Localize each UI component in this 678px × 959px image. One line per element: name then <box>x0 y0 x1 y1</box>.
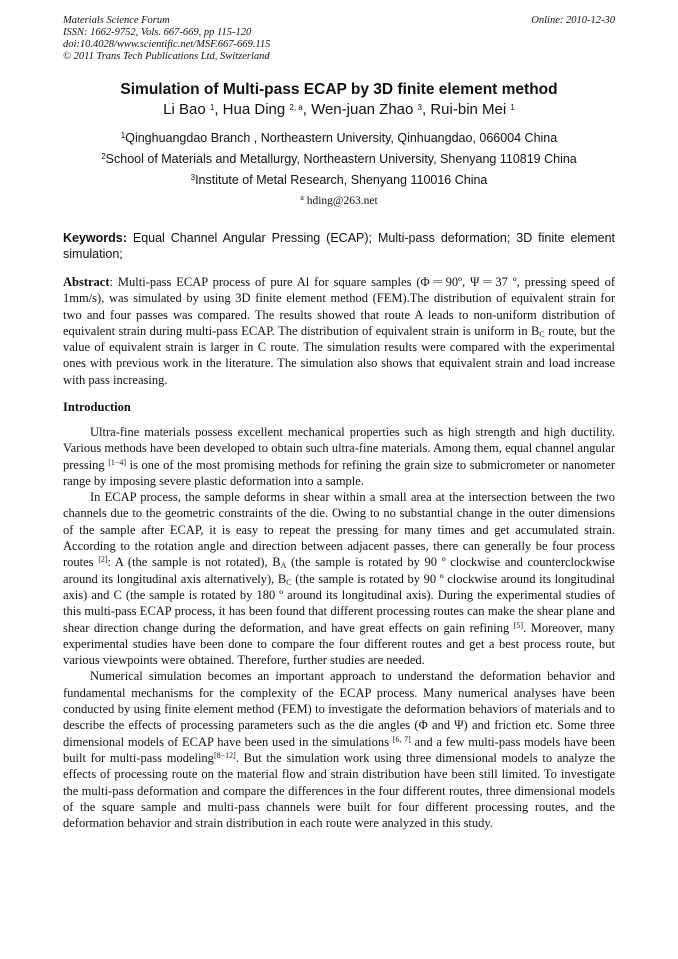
p2-text-c: (the sample is rotated by 90 º clockwise and counterclockwise around its longitudinal axis alternatively), B <box>63 555 615 586</box>
affiliation-2 <box>63 152 615 166</box>
citation: [1−4] <box>108 457 127 467</box>
p2-text: In ECAP process, the sample deforms in shear within a small area at the intersection between the two channels due to the geometric constraints of the die. Owing to no substantial change in the outer dimensions of the sample after ECAP, it is easy to repeat the pressing for many times and get accumulated strain. According to the rotation angle and direction between adjacent passes, there can generally be four process routes <box>63 490 615 570</box>
affiliation-text: Qinghuangdao Branch , Northeastern University, Qinhuangdao, 066004 China <box>125 131 558 145</box>
affiliation-1 <box>63 131 615 145</box>
abstract-text: : Multi-pass ECAP process of pure Al for square samples (Φ＝90º, Ψ＝37 º, pressing speed of 1mm/s), was simulated by using 3D finite element method (FEM).The distribution of equivalent strain for two and four passes was compared. The results showed that route A leads to non-uniform distribution of equivalent strain during multi-pass ECAP. The distribution of equivalent strain is uniform in B <box>63 275 615 338</box>
corresponding-email <box>63 195 615 207</box>
citation: [5] <box>513 620 524 630</box>
issn-line: ISSN: 1662-9752, Vols. 667-669, pp 115-120 <box>63 27 252 38</box>
affiliation-text: School of Materials and Metallurgy, Northeastern University, Shenyang 110819 China <box>105 152 577 166</box>
copyright-line: © 2011 Trans Tech Publications Ltd, Switzerland <box>63 51 270 62</box>
p3-text: Numerical simulation becomes an important approach to understand the deformation behavior and fundamental mechanisms for the complexity of the ECAP process. Many numerical analyses have been conducted by using finite element method (FEM) to investigate the deformation behaviors of materials and to describe the effects of processing parameters such as the die angles (Φ and Ψ) and friction etc. Some three dimensional models of ECAP have been used in the simulations <box>63 669 615 749</box>
journal-name: Materials Science Forum <box>63 15 170 26</box>
p3-text-b: and a few multi-pass models have been built for multi-pass modeling <box>63 734 616 765</box>
author-name: Li Bao <box>163 101 206 118</box>
author-name: Hua Ding <box>222 101 286 118</box>
author-sup: 1 <box>209 103 215 112</box>
p2-text-d: (the sample is rotated by 90 º clockwise around its longitudinal axis) and C (the sample is rotated by 180 º around its longitudinal axis). During the experimental studies of this multi-pass ECAP process, it has been found that different processing routes can make the shear plane and shear direction change during the deformation, and have great effects on gain refining <box>63 571 615 635</box>
abstract <box>63 274 615 388</box>
p1-text: Ultra-fine materials possess excellent mechanical properties such as high strength and high ductility. Various methods have been developed to obtain such ultra-fine materials. Among them, equal channel angular pressing <box>63 425 615 472</box>
intro-paragraph-1 <box>63 424 615 489</box>
author-sup: 2, a <box>289 103 303 112</box>
intro-paragraph-2 <box>63 489 615 668</box>
affiliation-text: Institute of Metal Research, Shenyang 110016 China <box>195 173 488 187</box>
email-text: hding@263.net <box>306 195 378 207</box>
abstract-label: Abstract <box>63 275 110 289</box>
email-sup: a <box>300 193 304 202</box>
paper-title: Simulation of Multi-pass ECAP by 3D finite element method <box>120 81 558 98</box>
p2-text-e: . Moreover, many experimental studies have been done to compare the four different routes and get a best process route, but various viewpoints were obtained. Therefore, further studies are needed. <box>63 620 615 668</box>
route-sub: A <box>280 561 287 571</box>
affiliation-sup: 2 <box>101 152 106 161</box>
keywords-text: Equal Channel Angular Pressing (ECAP); Multi-pass deformation; 3D finite element simulation; <box>63 231 615 261</box>
affiliation-sup: 1 <box>120 131 126 140</box>
section-heading-introduction: Introduction <box>63 400 131 414</box>
abstract-text-cont: route, but the value of equivalent strain is larger in C route. The simulation results were compared with the experimental ones with previous work in the literature. The simulation also shows that equivalent strain and load increase with pass increasing. <box>63 323 615 387</box>
online-date: Online: 2010-12-30 <box>531 15 615 26</box>
author-name: Wen-juan Zhao <box>311 101 414 118</box>
introduction-body <box>63 424 615 831</box>
author-sup: 3 <box>417 103 422 112</box>
keywords <box>63 230 615 262</box>
keywords-label: Keywords: <box>63 231 127 245</box>
affiliation-sup: 3 <box>190 173 196 182</box>
journal-header <box>63 15 615 63</box>
citation: [6, 7] <box>392 734 411 744</box>
author-sup: 1 <box>510 103 515 112</box>
author-name: Rui-bin Mei <box>430 101 507 118</box>
citation: [8−12] <box>213 750 236 760</box>
p3-text-c: . But the simulation work using three dimensional models to analyze the effects of processing route on the material flow and strain distribution have been still limited. To investigate the multi-pass deformation and compare the differences in the four different routes, three dimensional models of the square sample and multi-pass channels were built for four different processing routes, and the deformation behavior and strain distribution in each route were analyzed in this study. <box>63 750 615 831</box>
doi-line: doi:10.4028/www.scientific.net/MSF.667-669.115 <box>63 39 271 50</box>
p1-text-cont: is one of the most promising methods for refining the grain size to submicrometer or nanometer range by imposing severe plastic deformation into a sample. <box>63 457 615 488</box>
affiliation-3 <box>63 173 615 187</box>
p2-text-b: : A (the sample is not rotated), B <box>107 555 281 570</box>
author-list: Li Bao $^1$, Hua Ding $^{2, a}$, Wen-juan Zhao $^3$, Rui-bin Mei $^1$ <box>163 101 515 118</box>
route-sub: C <box>286 577 292 587</box>
citation: [2] <box>98 555 108 565</box>
intro-paragraph-3 <box>63 668 615 831</box>
abstract-sub: C <box>539 329 545 339</box>
